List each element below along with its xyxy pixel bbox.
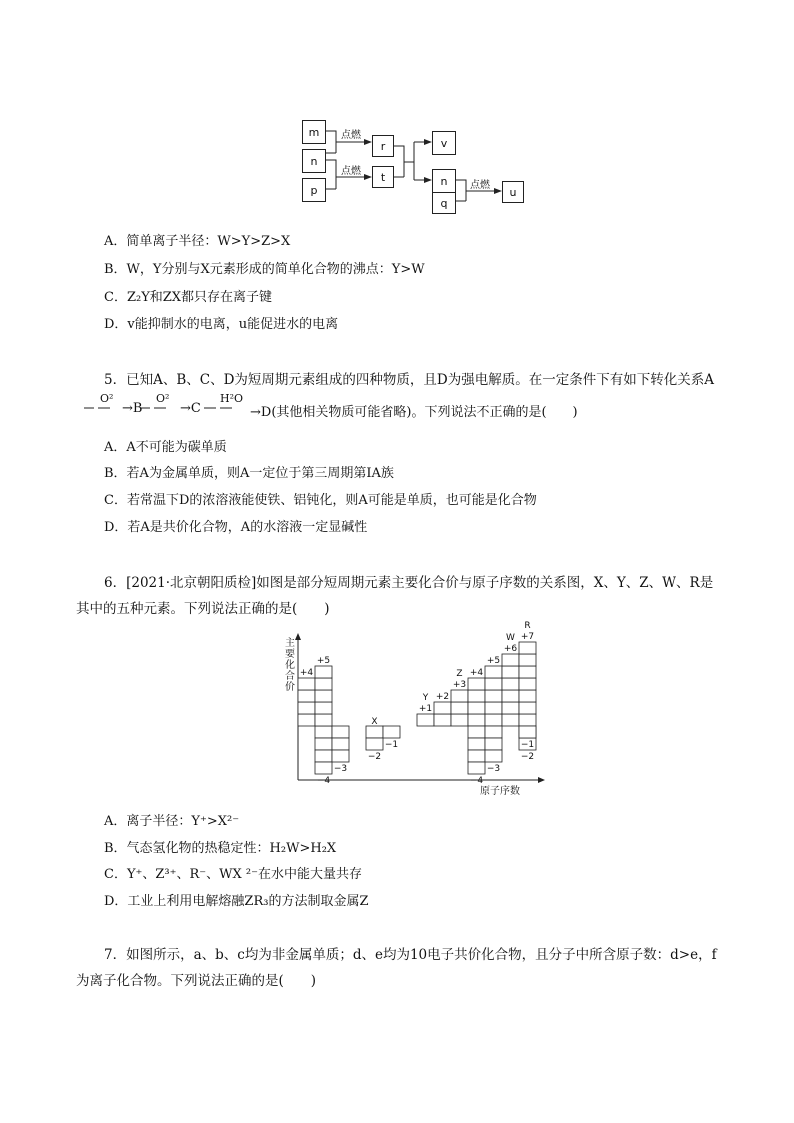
q5-option-c: C．若常温下D的浓溶液能使铁、铝钝化，则A可能是单质，也可能是化合物: [104, 493, 537, 508]
node-r: r: [372, 135, 394, 157]
bar-cell: [485, 726, 502, 738]
bar-cell: [332, 750, 349, 762]
flow-arrows: [0, 0, 794, 220]
q5-option-d: D．若A是共价化合物，A的水溶液一定显碱性: [104, 520, 368, 535]
node-q: q: [432, 192, 456, 214]
y-axis-label: 主要化合价: [285, 638, 295, 693]
q4-option-d: D．v能抑制水的电离，u能促进水的电离: [104, 317, 339, 332]
bar-cell: [434, 702, 451, 714]
element-label: W: [506, 633, 515, 643]
bar-cell: [315, 738, 332, 750]
bar-cell: [383, 726, 400, 738]
o2-label-1: O²: [100, 392, 114, 405]
value-label: +5: [316, 656, 331, 666]
bar-cell: [485, 678, 502, 690]
q4-option-a: A．简单离子半径：W>Y>Z>X: [104, 234, 291, 249]
node-p: p: [302, 178, 326, 202]
bar-cell: [434, 714, 451, 726]
bar-cell: [502, 702, 519, 714]
bar-cell: [519, 690, 536, 702]
q6-option-a: A．离子半径：Y⁺>X²⁻: [104, 814, 240, 829]
bar-cell: [519, 666, 536, 678]
element-label: Z: [456, 669, 463, 679]
bar-cell: [468, 678, 485, 690]
node-m: m: [302, 120, 326, 144]
value-label: −2: [520, 752, 535, 762]
element-label: R: [524, 621, 531, 631]
node-u: u: [502, 181, 524, 203]
bar-cell: [519, 726, 536, 738]
bar-cell: [485, 714, 502, 726]
bar-cell: [485, 690, 502, 702]
bar-cell: [315, 762, 332, 774]
element-label: Y: [422, 693, 429, 703]
x-axis-arrow: [538, 777, 545, 783]
value-label: +2: [435, 692, 450, 702]
value-label: −4: [469, 776, 484, 786]
bar-cell: [315, 714, 332, 726]
bar-cell: [485, 702, 502, 714]
bar-cell: [417, 714, 434, 726]
q6-stem-line2: 其中的五种元素。下列说法正确的是( ): [76, 601, 330, 617]
value-label: −2: [367, 752, 382, 762]
bar-cell: [366, 738, 383, 750]
q6-stem-line1: 6．[2021·北京朝阳质检]如图是部分短周期元素主要化合价与原子序数的关系图，X、Y、Z、W、R是: [104, 575, 714, 591]
bar-cell: [332, 726, 349, 738]
bar-cell: [298, 690, 315, 702]
value-label: −1: [384, 740, 399, 750]
bar-cell: [298, 678, 315, 690]
edge-label-3: 点燃: [470, 180, 490, 191]
bar-cell: [298, 702, 315, 714]
edge-label-2: 点燃: [341, 166, 361, 177]
edge-label-1: 点燃: [341, 130, 361, 141]
bar-cell: [332, 738, 349, 750]
q4-option-b: B．W，Y分别与X元素形成的简单化合物的沸点：Y>W: [104, 262, 425, 277]
y-axis-arrow: [295, 633, 301, 640]
bar-cell: [519, 654, 536, 666]
bar-cell: [502, 678, 519, 690]
q5-chain: [80, 392, 640, 422]
bar-cell: [485, 666, 502, 678]
bar-cell: [315, 726, 332, 738]
q5-option-b: B．若A为金属单质，则A一定位于第三周期第ⅠA族: [104, 466, 394, 481]
bar-cell: [468, 750, 485, 762]
bar-cell: [519, 702, 536, 714]
bar-cell: [451, 690, 468, 702]
bar-cell: [468, 762, 485, 774]
bar-cell: [315, 702, 332, 714]
bar-cell: [468, 690, 485, 702]
bar-cell: [502, 666, 519, 678]
q5-stem: 5．已知A、B、C、D为短周期元素组成的四种物质，且D为强电解质。在一定条件下有如下转化关系A: [104, 372, 714, 388]
bar-cell: [485, 738, 502, 750]
node-v: v: [432, 131, 456, 155]
bar-cell: [519, 714, 536, 726]
node-t: t: [372, 166, 394, 188]
x-axis-label: 原子序数: [480, 786, 520, 797]
q5-option-a: A．A不可能为碳单质: [104, 440, 227, 455]
value-label: −3: [486, 764, 501, 774]
h2o-label: H²O: [220, 392, 244, 405]
bar-cell: [366, 726, 383, 738]
chain-b: →B: [122, 401, 143, 416]
bar-cell: [519, 642, 536, 654]
value-label: −3: [333, 764, 348, 774]
q7-line2: 为离子化合物。下列说法正确的是( ): [76, 973, 317, 989]
bar-cell: [502, 714, 519, 726]
node-n2: n: [432, 169, 456, 193]
bar-cell: [298, 714, 315, 726]
element-label: X: [371, 717, 378, 727]
q6-option-d: D．工业上利用电解熔融ZR₃的方法制取金属Z: [104, 894, 369, 909]
bar-cell: [519, 678, 536, 690]
bar-cell: [468, 714, 485, 726]
q4-option-c: C．Z₂Y和ZX都只存在离子键: [104, 290, 273, 305]
bar-cell: [315, 678, 332, 690]
bar-cell: [468, 726, 485, 738]
chain-rest: →D(其他相关物质可能省略)。下列说法不正确的是( ): [250, 405, 578, 420]
value-label: −1: [520, 740, 535, 750]
value-label: +5: [486, 656, 501, 666]
bar-cell: [315, 750, 332, 762]
value-label: +6: [503, 644, 518, 654]
bar-cell: [468, 702, 485, 714]
bar-cell: [502, 690, 519, 702]
value-label: +4: [469, 668, 484, 678]
valence-chart-plot: [260, 621, 550, 802]
bar-cell: [315, 690, 332, 702]
bar-cell: [468, 738, 485, 750]
value-label: +3: [452, 680, 467, 690]
o2-label-2: O²: [156, 392, 170, 405]
value-label: +4: [299, 668, 314, 678]
q6-option-c: C．Y⁺、Z³⁺、R⁻、WX ²⁻在水中能大量共存: [104, 867, 362, 882]
node-n: n: [302, 149, 326, 173]
bar-cell: [502, 654, 519, 666]
bar-cell: [451, 702, 468, 714]
value-label: +1: [418, 704, 433, 714]
bar-cell: [451, 714, 468, 726]
q7-line1: 7．如图所示，a、b、c均为非金属单质；d、e均为10电子共价化合物，且分子中所含原子数：d>e，f: [104, 947, 717, 963]
value-label: −4: [316, 776, 331, 786]
bar-cell: [315, 666, 332, 678]
valence-chart: [260, 621, 550, 802]
q6-option-b: B．气态氢化物的热稳定性：H₂W>H₂X: [104, 841, 337, 856]
bar-cell: [485, 750, 502, 762]
chain-c: →C: [180, 401, 201, 416]
value-label: +7: [520, 632, 535, 642]
